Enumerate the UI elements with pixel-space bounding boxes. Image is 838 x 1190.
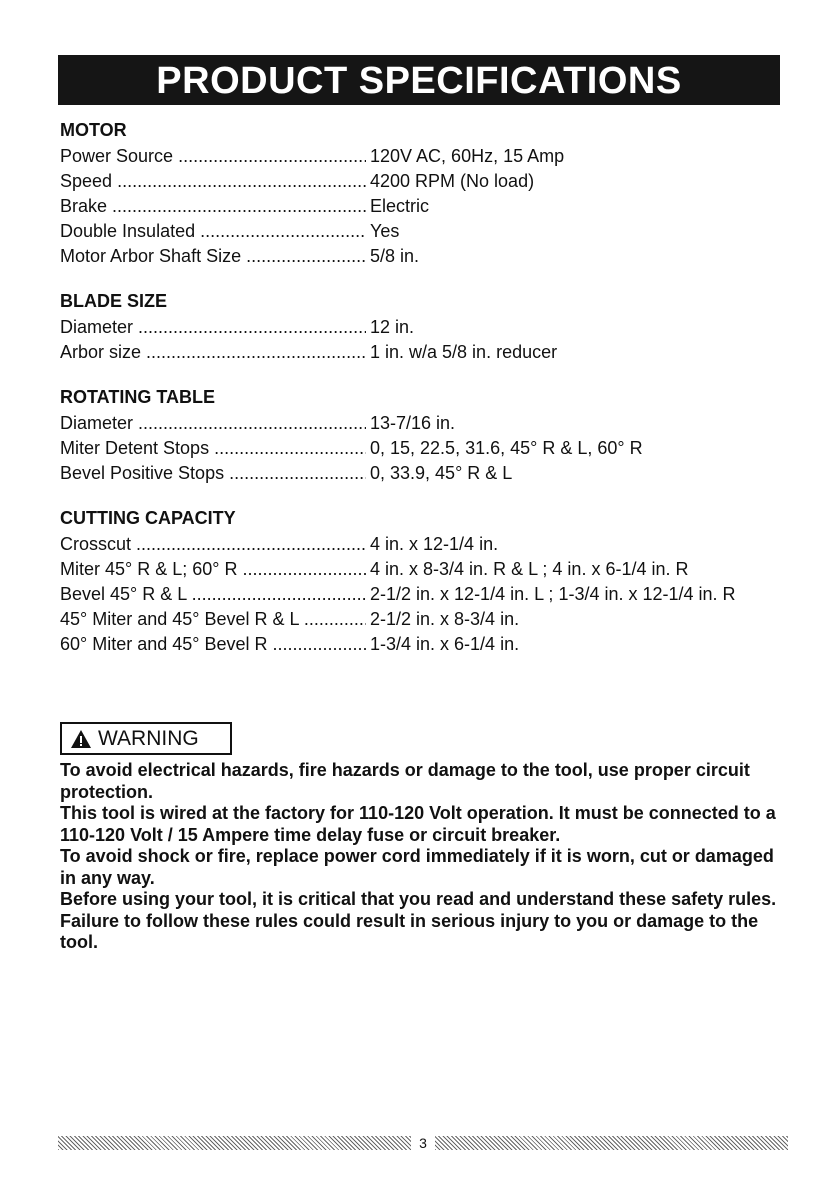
spec-row — [60, 244, 800, 269]
spec-row — [60, 532, 800, 557]
warning-label — [60, 722, 232, 755]
spec-value: 1 in. w/a 5/8 in. reducer — [370, 342, 558, 362]
spec-section-blade-size — [60, 289, 800, 365]
page-title: PRODUCT SPECIFICATIONS — [58, 55, 780, 105]
spec-label: 60° Miter and 45° Bevel R ..... — [60, 632, 366, 657]
spec-label: 45° Miter and 45° Bevel R & L ..... — [60, 607, 366, 632]
spec-section-motor — [60, 118, 800, 269]
spec-row — [60, 557, 800, 582]
spec-row — [60, 219, 800, 244]
spec-label: Double Insulated ..... — [60, 219, 366, 244]
spec-label: Power Source ..... — [60, 144, 366, 169]
spec-row — [60, 411, 800, 436]
spec-label: Bevel 45° R & L ..... — [60, 582, 366, 607]
spec-value: 13-7/16 in. — [370, 413, 456, 433]
spec-row — [60, 169, 800, 194]
page-number: 3 — [419, 1135, 427, 1151]
warning-paragraph: Before using your tool, it is critical that you read and understand these safety rules. Failure to follow these rules could result in serious injury to you or damage to the tool. — [60, 889, 777, 952]
warning-text — [60, 760, 780, 954]
section-heading: CUTTING CAPACITY — [60, 508, 236, 528]
footer-hatch-right — [435, 1136, 788, 1150]
spec-label: Diameter ..... — [60, 315, 366, 340]
spec-value: 5/8 in. — [370, 246, 420, 266]
warning-paragraph: To avoid shock or fire, replace power cord immediately if it is worn, cut or damaged in any way. — [60, 846, 774, 888]
spec-value: 1-3/4 in. x 6-1/4 in. — [370, 634, 520, 654]
warning-triangle-icon — [70, 729, 92, 749]
spec-section-cutting-capacity — [60, 506, 800, 657]
page-footer — [58, 1134, 788, 1152]
spec-value: 0, 33.9, 45° R & L — [370, 463, 513, 483]
spec-value: 0, 15, 22.5, 31.6, 45° R & L, 60° R — [370, 438, 643, 458]
spec-value: 4 in. x 12-1/4 in. — [370, 534, 499, 554]
spec-value: Yes — [370, 221, 400, 241]
spec-row — [60, 607, 800, 632]
spec-row — [60, 340, 800, 365]
spec-section-rotating-table — [60, 385, 800, 486]
spec-value: 120V AC, 60Hz, 15 Amp — [370, 146, 565, 166]
specifications — [60, 118, 800, 677]
section-heading: ROTATING TABLE — [60, 387, 215, 407]
spec-value: Electric — [370, 196, 430, 216]
spec-row — [60, 144, 800, 169]
spec-row — [60, 194, 800, 219]
spec-row — [60, 436, 800, 461]
spec-label: Speed ..... — [60, 169, 366, 194]
section-heading: MOTOR — [60, 120, 127, 140]
warning-paragraph: To avoid electrical hazards, fire hazards or damage to the tool, use proper circuit protection. — [60, 760, 750, 802]
spec-value: 2-1/2 in. x 8-3/4 in. — [370, 609, 520, 629]
warning-label-text: WARNING — [98, 726, 199, 750]
spec-row — [60, 461, 800, 486]
spec-label: Crosscut ..... — [60, 532, 366, 557]
warning-paragraph: This tool is wired at the factory for 110-120 Volt operation. It must be connected to a 110-120 Volt / 15 Ampere time delay fuse or circuit breaker. — [60, 803, 776, 845]
spec-label: Motor Arbor Shaft Size ..... — [60, 244, 366, 269]
footer-hatch-left — [58, 1136, 411, 1150]
spec-row — [60, 315, 800, 340]
spec-value: 12 in. — [370, 317, 415, 337]
spec-label: Miter Detent Stops ..... — [60, 436, 366, 461]
spec-label: Bevel Positive Stops ..... — [60, 461, 366, 486]
spec-label: Arbor size ..... — [60, 340, 366, 365]
spec-label: Diameter ..... — [60, 411, 366, 436]
spec-row — [60, 582, 800, 607]
spec-value: 4 in. x 8-3/4 in. R & L ; 4 in. x 6-1/4 in. R — [370, 559, 689, 579]
section-heading: BLADE SIZE — [60, 291, 168, 311]
spec-row — [60, 632, 800, 657]
spec-value: 4200 RPM (No load) — [370, 171, 535, 191]
spec-label: Miter 45° R & L; 60° R ..... — [60, 557, 366, 582]
spec-label: Brake ..... — [60, 194, 366, 219]
spec-value: 2-1/2 in. x 12-1/4 in. L ; 1-3/4 in. x 12-1/4 in. R — [370, 584, 736, 604]
